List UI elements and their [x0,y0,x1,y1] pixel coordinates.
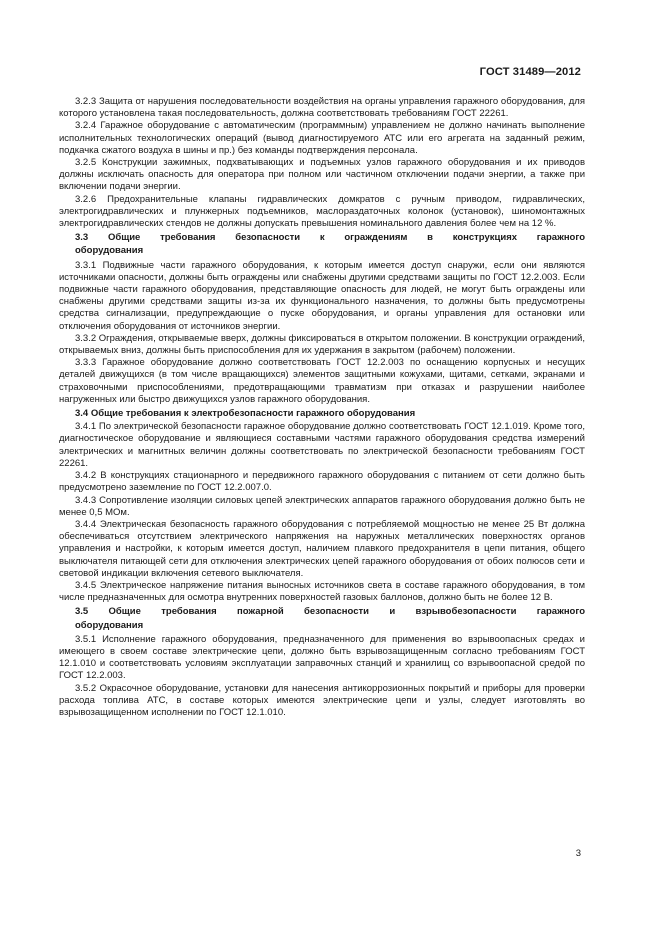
paragraph-3-3-1: 3.3.1 Подвижные части гаражного оборудования, к которым имеется доступ снаружи, если они являются источниками опасности, должны быть ограждены или снабжены другими средствами защиты по ГОСТ 12.2.003. Если подвижные части гаражного оборудования, представляющие опасность для людей, не могут быть ограждены или снабжены другими средствами защиты из-за их функционального назначения, то должны быть предусмотрены средства сигнализации, предупреждающие о пуске оборудования, и органы управления для остановки или отключения оборудования от источников энергии. [59,259,585,332]
paragraph-3-2-5: 3.2.5 Конструкции зажимных, подхватывающих и подъемных узлов гаражного оборудования и их приводов должны исключать опасность для оператора при полном или частичном отключении подачи энергии, а также при включении подачи энергии. [59,157,585,193]
paragraph-3-2-3: 3.2.3 Защита от нарушения последовательности воздействия на органы управления гаражного оборудования, для которого установлена такая последовательность, должна соответствовать требованиям ГОСТ 22261. [59,96,585,120]
section-3-3-heading: 3.3 Общие требования безопасности к ограждениям в конструкциях гаражного [75,232,585,244]
paragraph-3-2-4: 3.2.4 Гаражное оборудование с автоматическим (программным) управлением не должно начинать выполнение исполнительных технологических операций (вывод диагностируемого АТС или его агрегата на заданный режим, подкачка сжатого воздуха в шины и пр.) без команды подтверждения персонала. [59,120,585,156]
section-3-4-heading: 3.4 Общие требования к электробезопасности гаражного оборудования [75,408,416,420]
document-code: ГОСТ 31489—2012 [479,66,581,78]
section-3-3-heading-cont: оборудования [75,245,144,257]
paragraph-3-5-1: 3.5.1 Исполнение гаражного оборудования, предназначенного для применения во взрывоопасных средах и имеющего в своем составе электрические цепи, должно быть взрывозащищенным согласно требованиям ГОСТ 12.1.010 и соответствовать условиям эксплуатации заправочных станций и хранилищ со взрывоопасной средой по ГОСТ 12.2.003. [59,633,585,682]
paragraph-3-4-5: 3.4.5 Электрическое напряжение питания выносных источников света в составе гаражного оборудования, в том числе предназначенных для осмотра внутренних поверхностей газовых баллонов, должно быть не более 12 В. [59,579,585,604]
paragraph-3-4-1: 3.4.1 По электрической безопасности гаражное оборудование должно соответствовать ГОСТ 12.1.019. Кроме того, диагностическое оборудование и являющиеся составными частями гаражного оборудования средства измерений электрических и магнитных величин должны соответствовать по электрической безопасности требованиям ГОСТ 22261. [59,421,585,469]
paragraph-3-5-2: 3.5.2 Окрасочное оборудование, установки для нанесения антикоррозионных покрытий и приборы для проверки расхода топлива АТС, в составе которых имеются электрические цепи и узлы, следует изготовлять во взрывозащищенном исполнении по ГОСТ 12.1.010. [59,682,585,718]
paragraph-3-2-6: 3.2.6 Предохранительные клапаны гидравлических домкратов с ручным приводом, гидравлических, электрогидравлических и плунжерных подъемников, маслораздаточных колонок (установок), шиномонтажных электрогидравлических стендов не должны допускать превышения номинального давления более чем на 12 %. [59,193,585,230]
page-number: 3 [575,848,581,859]
paragraph-3-4-2: 3.4.2 В конструкциях стационарного и передвижного гаражного оборудования с питанием от сети должно быть предусмотрено заземление по ГОСТ 12.2.007.0. [59,470,585,494]
section-3-5-heading-cont: оборудования [75,619,144,631]
paragraph-3-4-3: 3.4.3 Сопротивление изоляции силовых цепей электрических аппаратов гаражного оборудования должно быть не менее 0,5 МОм. [59,494,585,518]
section-3-5-heading: 3.5 Общие требования пожарной безопасности и взрывобезопасности гаражного [75,606,585,618]
paragraph-3-3-2: 3.3.2 Ограждения, открываемые вверх, должны фиксироваться в открытом положении. В конструкции ограждений, открываемых вниз, должны быть приспособления для их удержания в закрытом (рабочем) положении. [59,332,585,357]
paragraph-3-4-4: 3.4.4 Электрическая безопасность гаражного оборудования с потребляемой мощностью не менее 25 Вт должна обеспечиваться отсутствием электрического напряжения на наружных металлических поверхностях органов управления и настройки, к которым имеется доступ, наличием плавкого предохранителя в цепи питания, общего выключателя питающей сети для отключения электрических цепей гаражного оборудования от обоих полюсов сети и световой индикации включения сетевого выключателя. [59,518,585,579]
document-body [59,96,585,719]
paragraph-3-3-3: 3.3.3 Гаражное оборудование должно соответствовать ГОСТ 12.2.003 по оснащению корпусных и несущих деталей движущихся (в том числе вращающихся) элементов защитными кожухами, щитами, сетками, экранами и страховочными приспособлениями, предотвращающими травматизм при отказах и разрушении наиболее нагруженных или быстро движущихся узлов гаражного оборудования. [59,357,585,405]
